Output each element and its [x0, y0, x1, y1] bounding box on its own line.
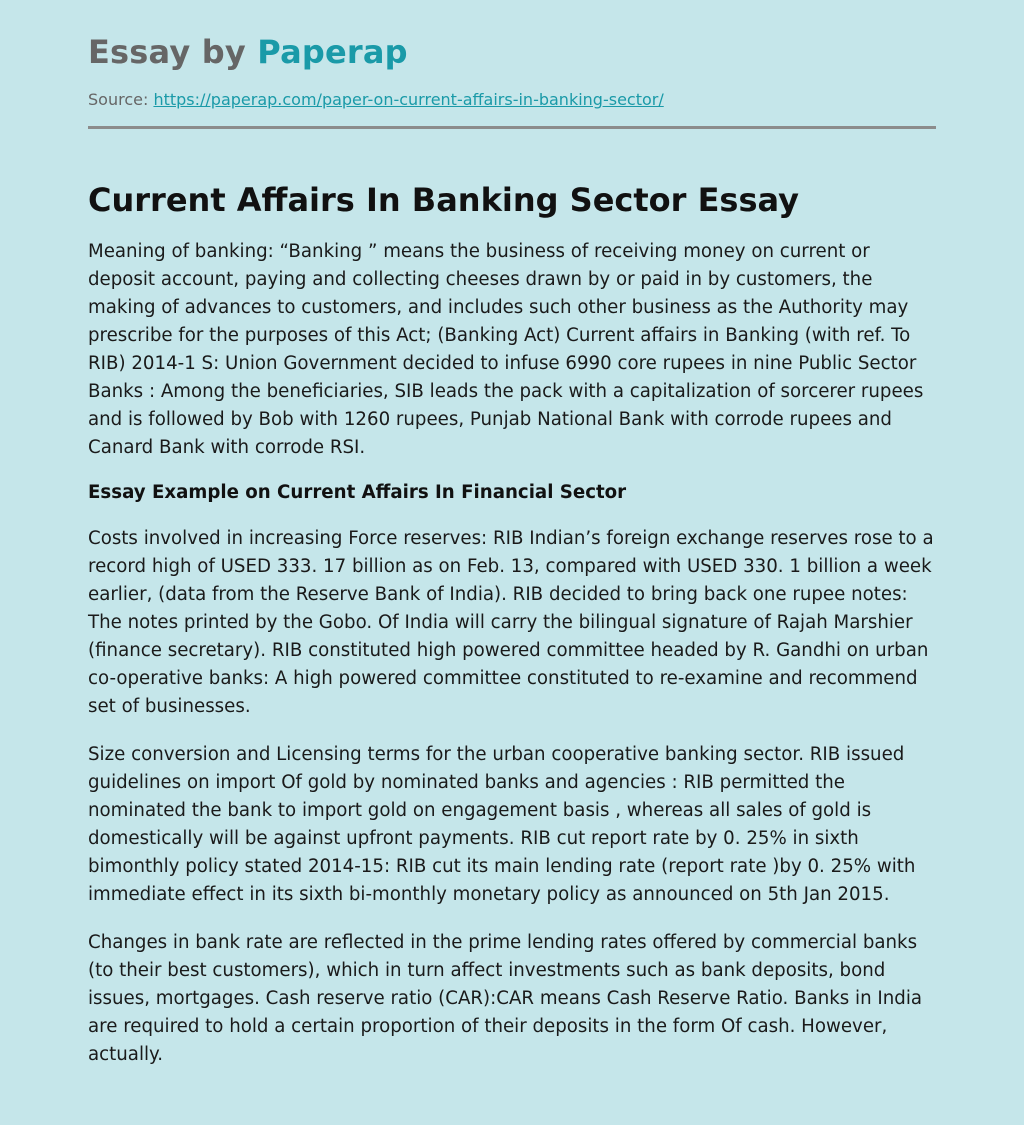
paragraph-1: Meaning of banking: “Banking ” means the business of receiving money on current or deposit account, paying and collecting cheeses drawn by or paid in by customers, the making of advances to customers, and includes such other business as the Authority may prescribe for the purposes of this Act; (Banking Act) Current affairs in Banking (with ref. To RIB) 2014-1 S: Union Government decided to infuse 6990 core rupees in nine Public Sector Banks : Among the beneficiaries, SIB leads the pack with a capitalization of sorcerer rupees and is followed by Bob with 1260 rupees, Punjab National Bank with corrode rupees and Canard Bank with corrode RSI.	[88, 241, 924, 458]
paragraph-2: Costs involved in increasing Force reserves: RIB Indian’s foreign exchange reserves rose to a record high of USED 333. 17 billion as on Feb. 13, compared with USED 330. 1 billion a week earlier, (data from the Reserve Bank of India). RIB decided to bring back one rupee notes: The notes printed by the Gobo. Of India will carry the bilingual signature of Rajah Marshier (finance secretary). RIB constituted high powered committee headed by R. Gandhi on urban co-operative banks: A high powered committee constituted to re-examine and recommend set of businesses.	[88, 528, 934, 717]
header-divider	[88, 126, 936, 129]
brand-logo[interactable]	[88, 30, 936, 74]
brand-name: Paperap	[257, 33, 408, 71]
paragraph-3: Size conversion and Licensing terms for the urban cooperative banking sector. RIB issued guidelines on import Of gold by nominated banks and agencies : RIB permitted the nominated the bank to import gold on engagement basis , whereas all sales of gold is domestically will be against upfront payments. RIB cut report rate by 0. 25% in sixth bimonthly policy stated 2014-15: RIB cut its main lending rate (report rate )by 0. 25% with immediate effect in its sixth bi-monthly monetary policy as announced on 5th Jan 2015.	[88, 744, 916, 905]
article-body	[88, 178, 936, 1069]
page-title: Current Affairs In Banking Sector Essay	[88, 181, 799, 219]
source-line	[88, 88, 936, 112]
section-heading: Essay Example on Current Affairs In Financial Sector	[88, 482, 627, 503]
source-label: Source:	[88, 90, 149, 109]
brand-prefix: Essay by	[88, 33, 258, 71]
site-header	[88, 30, 936, 129]
paragraph-4: Changes in bank rate are reflected in the prime lending rates offered by commercial banks (to their best customers), which in turn affect investments such as bank deposits, bond issues, mortgages. Cash reserve ratio (CAR):CAR means Cash Reserve Ratio. Banks in India are required to hold a certain proportion of their deposits in the form Of cash. However, actually.	[88, 932, 923, 1065]
source-link[interactable]: https://paperap.com/paper-on-current-affairs-in-banking-sector/	[153, 90, 664, 109]
